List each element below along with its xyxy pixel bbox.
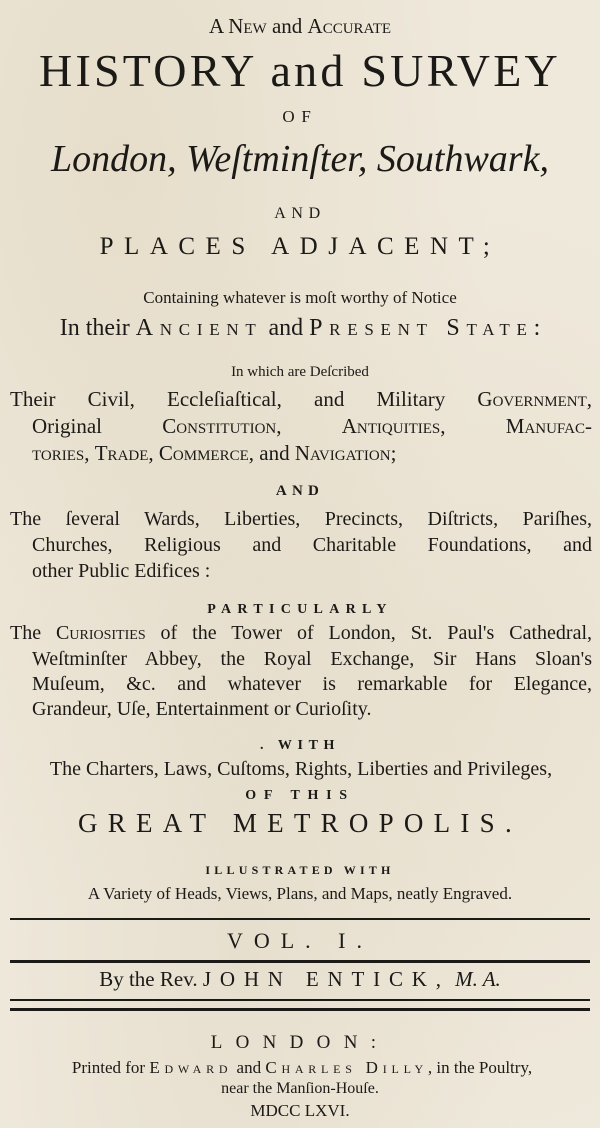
text: , — [586, 387, 592, 411]
wards-line-3: other Public Edifices : — [32, 560, 211, 582]
subtitle-and: and — [266, 14, 308, 38]
text: Printed for — [71, 1058, 150, 1077]
government-line-1 — [10, 387, 592, 412]
author-prefix: By the Rev. — [99, 967, 203, 991]
commerce-word: Commerce — [158, 441, 249, 465]
navigation-word: Navigation — [294, 441, 391, 465]
text: and — [232, 1058, 266, 1077]
volume-label: VOL. I. — [226, 928, 374, 953]
author-name: JOHN ENTICK, — [202, 967, 450, 991]
wards-line-2: Churches, Religious and Charitable Foundations, and — [32, 534, 592, 556]
variety-line: A Variety of Heads, Views, Plans, and Maps, neatly Engraved. — [87, 884, 513, 903]
state-colon: : — [533, 315, 541, 341]
tories-word: tories — [32, 441, 85, 465]
state-text: In their — [59, 315, 136, 341]
antiquities-word: Antiquities — [341, 414, 441, 438]
text: , — [276, 414, 342, 438]
government-word: Government — [477, 387, 587, 411]
and-label-1: AND — [274, 205, 326, 222]
imprint-date: MDCC LXVI. — [250, 1101, 350, 1120]
wards-line-1: The ſeveral Wards, Liberties, Precincts, Diſtricts, Pariſhes, — [10, 508, 592, 530]
constitution-word: Constitution — [162, 414, 277, 438]
curiosities-line-2: Weſtminſter Abbey, the Royal Exchange, Sir Hans Sloan's — [32, 648, 592, 670]
text: of the Tower of London, St. Paul's Cathedral, — [145, 622, 592, 644]
text: , — [440, 414, 506, 438]
of-label: OF — [282, 107, 318, 126]
subtitle — [0, 14, 600, 39]
printer-charles-dilly: Charles Dilly — [265, 1058, 428, 1077]
curiosities-line-1 — [10, 622, 592, 645]
illustrated-label: ILLUSTRATED WITH — [205, 863, 395, 877]
rule-divider — [10, 918, 590, 920]
rule-divider — [10, 960, 590, 963]
curiosities-line-3: Muſeum, &c. and whatever is remarkable for Elegance, — [32, 673, 592, 695]
containing-line: Containing whatever is moſt worthy of Notice — [143, 288, 457, 307]
charters-line: The Charters, Laws, Cuſtoms, Rights, Liberties and Privileges, — [49, 758, 553, 780]
particularly-label: PARTICULARLY — [207, 602, 393, 617]
text: The — [10, 622, 57, 644]
text: Original — [32, 414, 163, 438]
state-line — [0, 315, 600, 342]
subtitle-text: A — [208, 14, 229, 38]
with-label: . WITH — [259, 738, 341, 753]
rule-divider — [10, 1008, 590, 1011]
subtitle-new: New — [228, 14, 267, 38]
described-line: In which are Deſcribed — [231, 364, 369, 380]
text: , — [148, 441, 159, 465]
state-and: and — [262, 315, 310, 341]
curiosities-line-4: Grandeur, Uſe, Entertainment or Curioſity. — [32, 698, 372, 720]
printer-edward: Edward — [149, 1058, 233, 1077]
text: ; — [390, 441, 397, 465]
text: , — [84, 441, 95, 465]
text: , in the Poultry, — [427, 1058, 533, 1077]
places-title: London, Weſtminſter, Southwark, — [51, 138, 549, 180]
text: Their Civil, Eccleſiaſtical, and Military — [10, 387, 478, 411]
government-line-3 — [32, 441, 592, 466]
government-line-2 — [32, 414, 592, 439]
adjacent-title: PLACES ADJACENT; — [99, 233, 501, 260]
text: , and — [248, 441, 295, 465]
manufac-word: Manufac- — [505, 414, 592, 438]
curiosities-word: Curiosities — [56, 622, 146, 644]
author-degree: M. A. — [449, 967, 501, 991]
rule-divider — [10, 999, 590, 1001]
metropolis-title: GREAT METROPOLIS. — [78, 808, 522, 838]
imprint-city: LONDON: — [210, 1032, 390, 1053]
author-line — [0, 967, 600, 992]
and-label-2: AND — [275, 483, 325, 499]
imprint-location: near the Manſion-Houſe. — [221, 1080, 379, 1097]
of-this-label: OF THIS — [245, 788, 355, 803]
state-ancient: Ancient — [135, 315, 263, 341]
state-present: Present State — [309, 315, 534, 341]
subtitle-accurate: Accurate — [307, 14, 392, 38]
imprint-printed — [14, 1058, 590, 1078]
trade-word: Trade — [94, 441, 149, 465]
main-title: HISTORY and SURVEY — [39, 45, 561, 96]
